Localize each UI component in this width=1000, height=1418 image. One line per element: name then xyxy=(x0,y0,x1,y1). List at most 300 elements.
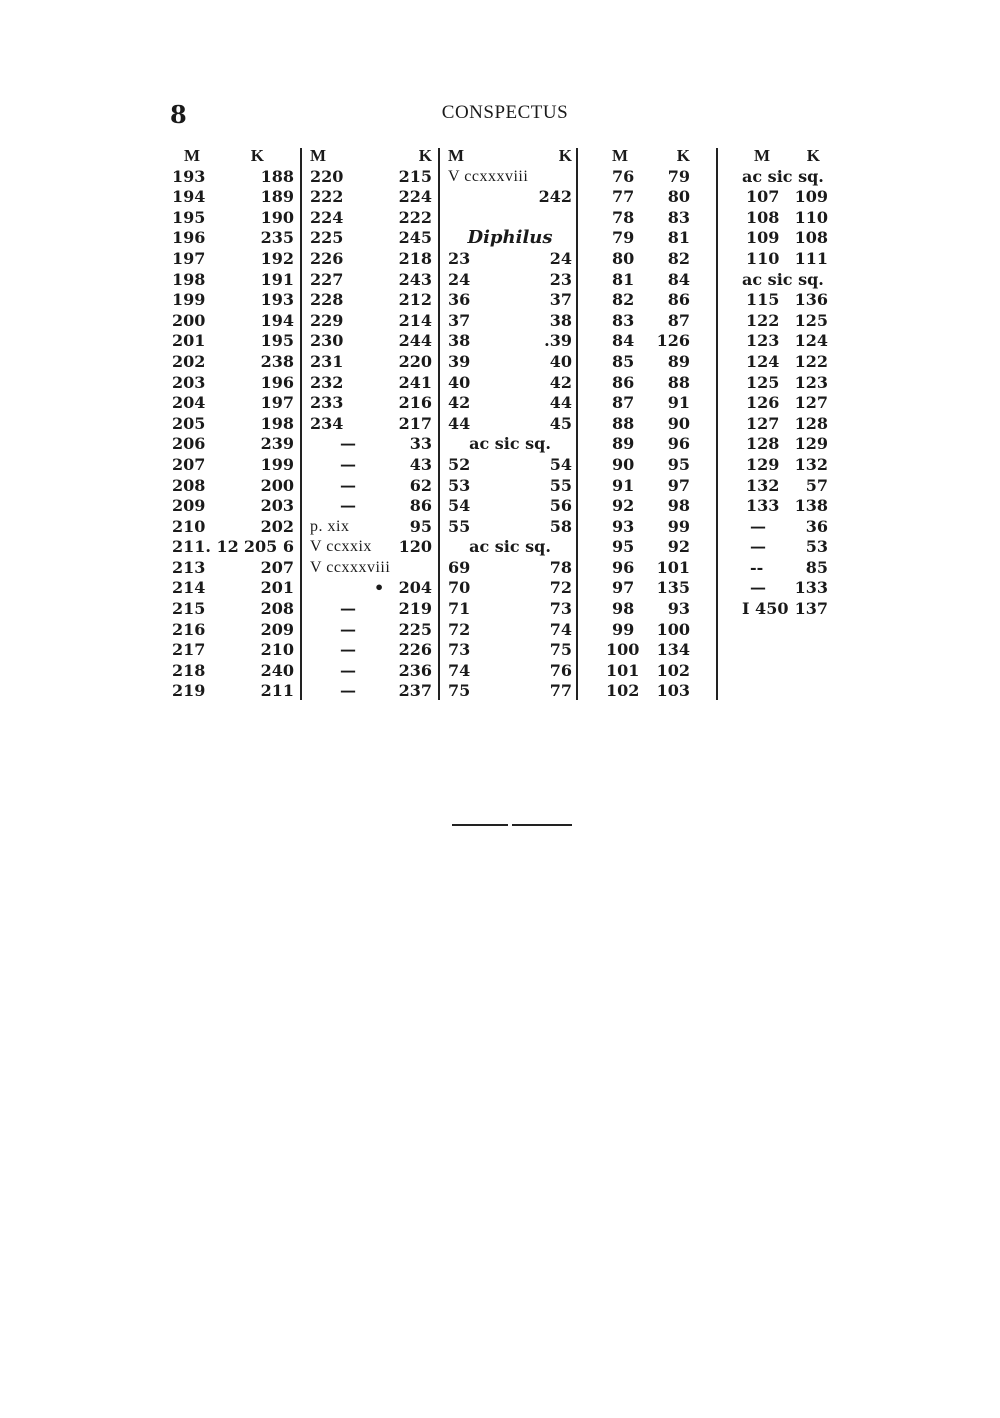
table-row xyxy=(448,228,572,249)
table-row xyxy=(742,414,828,435)
k-value: 86 xyxy=(667,290,690,310)
k-value: 82 xyxy=(667,248,690,268)
k-value: 110 xyxy=(794,207,828,227)
table-row xyxy=(310,270,432,291)
table-row xyxy=(172,352,294,373)
m-value: 53 xyxy=(448,475,471,495)
table-row xyxy=(310,434,432,455)
k-value: 77 xyxy=(549,681,572,701)
table-row xyxy=(310,228,432,249)
table-row xyxy=(172,476,294,497)
table-row xyxy=(448,661,572,682)
k-value: 89 xyxy=(667,351,690,371)
k-value: 120 xyxy=(398,537,432,557)
k-value: 242 xyxy=(538,187,572,207)
table-row xyxy=(310,373,432,394)
table-row xyxy=(310,537,432,558)
m-value: 220 xyxy=(310,166,344,186)
table-row xyxy=(310,393,432,414)
k-value: 85 xyxy=(805,557,828,577)
header-m: M xyxy=(754,146,771,165)
table-row xyxy=(172,681,294,702)
page-number: 8 xyxy=(170,100,187,129)
m-value: 230 xyxy=(310,331,344,351)
m-value: 126 xyxy=(746,393,780,413)
table-row xyxy=(448,331,572,352)
m-value: 214 xyxy=(172,578,206,598)
table-row xyxy=(172,578,294,599)
m-value: 83 xyxy=(612,310,635,330)
m-value: 95 xyxy=(612,537,635,557)
m-value: 211. 12 xyxy=(172,537,239,557)
table-row xyxy=(606,187,690,208)
k-value: 214 xyxy=(398,310,432,330)
table-row xyxy=(172,414,294,435)
m-value: 129 xyxy=(746,454,780,474)
table-row xyxy=(310,352,432,373)
m-value: — xyxy=(750,516,766,536)
k-value: 53 xyxy=(805,537,828,557)
table-row xyxy=(172,537,294,558)
k-value: 62 xyxy=(409,475,432,495)
k-value: 235 xyxy=(260,228,294,248)
k-value: 24 xyxy=(549,248,572,268)
m-value: 69 xyxy=(448,557,471,577)
m-value: — xyxy=(340,475,356,495)
m-value: — xyxy=(750,537,766,557)
table-row xyxy=(172,228,294,249)
table-row xyxy=(606,537,690,558)
m-value: 193 xyxy=(172,166,206,186)
k-value: 202 xyxy=(260,516,294,536)
table-row xyxy=(742,167,828,188)
m-value: — xyxy=(750,578,766,598)
k-value: 240 xyxy=(260,660,294,680)
note-ac-sic-sq: ac sic sq. xyxy=(742,269,824,289)
m-value: I 450 xyxy=(742,599,789,619)
k-value: 193 xyxy=(260,290,294,310)
m-value: 96 xyxy=(612,557,635,577)
m-value: 40 xyxy=(448,372,471,392)
table-row xyxy=(310,681,432,702)
column-header xyxy=(172,146,294,167)
m-value: 208 xyxy=(172,475,206,495)
m-value: 200 xyxy=(172,310,206,330)
k-value: 237 xyxy=(398,681,432,701)
k-value: 75 xyxy=(549,640,572,660)
header-m: M xyxy=(612,146,629,165)
table-row xyxy=(310,661,432,682)
table-row xyxy=(606,578,690,599)
k-value: 189 xyxy=(260,187,294,207)
m-value: 226 xyxy=(310,248,344,268)
table-row xyxy=(606,681,690,702)
table-row xyxy=(310,578,432,599)
k-value: 83 xyxy=(667,207,690,227)
k-value: 86 xyxy=(409,496,432,516)
k-value: 23 xyxy=(549,269,572,289)
m-value: 202 xyxy=(172,351,206,371)
k-value: 95 xyxy=(409,516,432,536)
table-row xyxy=(742,558,828,579)
m-value: 37 xyxy=(448,310,471,330)
k-value: 134 xyxy=(656,640,690,660)
k-value: 81 xyxy=(667,228,690,248)
table-row xyxy=(606,331,690,352)
table-row xyxy=(742,228,828,249)
m-value: 102 xyxy=(606,681,640,701)
k-value: 222 xyxy=(398,207,432,227)
k-value: 132 xyxy=(794,454,828,474)
table-row xyxy=(742,496,828,517)
table-row xyxy=(448,517,572,538)
table-row xyxy=(448,558,572,579)
table-row xyxy=(606,599,690,620)
table-row xyxy=(172,249,294,270)
m-value: 108 xyxy=(746,207,780,227)
k-value: 111 xyxy=(794,248,828,268)
k-value: 244 xyxy=(398,331,432,351)
m-value: 74 xyxy=(448,660,471,680)
k-value: 212 xyxy=(398,290,432,310)
column-rule xyxy=(438,148,440,700)
k-value: 216 xyxy=(398,393,432,413)
header-m: M xyxy=(310,146,327,165)
k-value: 191 xyxy=(260,269,294,289)
k-value: 204 xyxy=(398,578,432,598)
m-value: 127 xyxy=(746,413,780,433)
k-value: 40 xyxy=(549,351,572,371)
footer-divider xyxy=(512,824,572,826)
roman-reference: V ccxxix xyxy=(310,538,372,556)
table-row xyxy=(606,640,690,661)
table-row xyxy=(448,208,572,229)
k-value: 217 xyxy=(398,413,432,433)
k-value: 209 xyxy=(260,619,294,639)
note-ac-sic-sq: ac sic sq. xyxy=(742,166,824,186)
k-value: 125 xyxy=(794,310,828,330)
table-row xyxy=(742,290,828,311)
table-row xyxy=(172,496,294,517)
m-value: 97 xyxy=(612,578,635,598)
table-row xyxy=(172,270,294,291)
k-value: 211 xyxy=(260,681,294,701)
table-row xyxy=(310,167,432,188)
table-row xyxy=(172,517,294,538)
concordance-column-5 xyxy=(742,146,828,702)
k-value: 238 xyxy=(260,351,294,371)
k-value: 208 xyxy=(260,599,294,619)
table-row xyxy=(310,496,432,517)
m-value: 133 xyxy=(746,496,780,516)
m-value: 228 xyxy=(310,290,344,310)
m-value: — xyxy=(340,454,356,474)
table-row xyxy=(310,455,432,476)
m-value: 217 xyxy=(172,640,206,660)
m-value: 42 xyxy=(448,393,471,413)
m-value: 86 xyxy=(612,372,635,392)
table-row xyxy=(310,290,432,311)
table-row xyxy=(448,352,572,373)
m-value: 234 xyxy=(310,413,344,433)
column-header xyxy=(448,146,572,167)
k-value: 207 xyxy=(260,557,294,577)
m-value: 222 xyxy=(310,187,344,207)
m-value: 204 xyxy=(172,393,206,413)
k-value: 42 xyxy=(549,372,572,392)
table-row xyxy=(606,620,690,641)
table-row xyxy=(742,311,828,332)
m-value: 82 xyxy=(612,290,635,310)
k-value: 188 xyxy=(260,166,294,186)
m-value: 76 xyxy=(612,166,635,186)
table-row xyxy=(742,373,828,394)
table-row xyxy=(742,517,828,538)
table-row xyxy=(172,290,294,311)
m-value: 215 xyxy=(172,599,206,619)
k-value: 201 xyxy=(260,578,294,598)
m-value: 218 xyxy=(172,660,206,680)
k-value: 88 xyxy=(667,372,690,392)
k-value: 239 xyxy=(260,434,294,454)
m-value: 23 xyxy=(448,248,471,268)
footer-divider xyxy=(452,824,508,826)
m-value: 39 xyxy=(448,351,471,371)
m-value: 207 xyxy=(172,454,206,474)
m-value: -- xyxy=(750,557,764,577)
k-value: 45 xyxy=(549,413,572,433)
table-row xyxy=(448,290,572,311)
table-row xyxy=(606,414,690,435)
k-value: 90 xyxy=(667,413,690,433)
k-value: 195 xyxy=(260,331,294,351)
k-value: 225 xyxy=(398,619,432,639)
m-value: 197 xyxy=(172,248,206,268)
table-row xyxy=(172,187,294,208)
table-row xyxy=(606,434,690,455)
concordance-column-4 xyxy=(606,146,690,702)
column-rule xyxy=(576,148,578,700)
m-value: 107 xyxy=(746,187,780,207)
k-value: 57 xyxy=(805,475,828,495)
m-value: 123 xyxy=(746,331,780,351)
k-value: 197 xyxy=(260,393,294,413)
m-value: 54 xyxy=(448,496,471,516)
note-ac-sic-sq: ac sic sq. xyxy=(469,434,551,454)
k-value: 72 xyxy=(549,578,572,598)
column-header xyxy=(310,146,432,167)
k-value: 43 xyxy=(409,454,432,474)
k-value: 44 xyxy=(549,393,572,413)
m-value: 203 xyxy=(172,372,206,392)
m-value: — xyxy=(340,640,356,660)
m-value: 210 xyxy=(172,516,206,536)
m-value: 194 xyxy=(172,187,206,207)
m-value: • xyxy=(374,578,385,598)
table-row xyxy=(606,496,690,517)
m-value: 110 xyxy=(746,248,780,268)
k-value: 97 xyxy=(667,475,690,495)
m-value: 219 xyxy=(172,681,206,701)
m-value: 71 xyxy=(448,599,471,619)
table-row xyxy=(742,578,828,599)
m-value: 72 xyxy=(448,619,471,639)
k-value: 126 xyxy=(656,331,690,351)
k-value: 96 xyxy=(667,434,690,454)
m-value: — xyxy=(340,660,356,680)
table-row xyxy=(310,311,432,332)
m-value: 93 xyxy=(612,516,635,536)
k-value: 73 xyxy=(549,599,572,619)
table-row xyxy=(448,496,572,517)
table-row xyxy=(742,270,828,291)
table-row xyxy=(606,249,690,270)
m-value: 101 xyxy=(606,660,640,680)
k-value: 37 xyxy=(549,290,572,310)
table-row xyxy=(310,187,432,208)
m-value: 24 xyxy=(448,269,471,289)
m-value: 132 xyxy=(746,475,780,495)
k-value: .39 xyxy=(544,331,572,351)
m-value: 122 xyxy=(746,310,780,330)
k-value: 84 xyxy=(667,269,690,289)
table-row xyxy=(172,661,294,682)
k-value: 129 xyxy=(794,434,828,454)
m-value: 77 xyxy=(612,187,635,207)
m-value: 55 xyxy=(448,516,471,536)
m-value: 88 xyxy=(612,413,635,433)
k-value: 199 xyxy=(260,454,294,474)
k-value: 99 xyxy=(667,516,690,536)
table-row xyxy=(448,393,572,414)
m-value: 70 xyxy=(448,578,471,598)
m-value: 232 xyxy=(310,372,344,392)
header-m: M xyxy=(184,146,201,165)
table-row xyxy=(310,558,432,579)
m-value: 128 xyxy=(746,434,780,454)
k-value: 38 xyxy=(549,310,572,330)
table-row xyxy=(310,620,432,641)
table-row xyxy=(606,290,690,311)
k-value: 224 xyxy=(398,187,432,207)
table-row xyxy=(742,249,828,270)
m-value: 73 xyxy=(448,640,471,660)
column-rule xyxy=(300,148,302,700)
m-value: 90 xyxy=(612,454,635,474)
m-value: 36 xyxy=(448,290,471,310)
table-row xyxy=(310,331,432,352)
m-value: 99 xyxy=(612,619,635,639)
table-row xyxy=(448,620,572,641)
k-value: 36 xyxy=(805,516,828,536)
k-value: 101 xyxy=(656,557,690,577)
k-value: 109 xyxy=(794,187,828,207)
k-value: 138 xyxy=(794,496,828,516)
k-value: 55 xyxy=(549,475,572,495)
table-row xyxy=(310,640,432,661)
m-value: 196 xyxy=(172,228,206,248)
k-value: 218 xyxy=(398,248,432,268)
k-value: 58 xyxy=(549,516,572,536)
table-row xyxy=(310,414,432,435)
m-value: — xyxy=(340,496,356,516)
k-value: 74 xyxy=(549,619,572,639)
table-row xyxy=(606,476,690,497)
m-value: 225 xyxy=(310,228,344,248)
k-value: 245 xyxy=(398,228,432,248)
k-value: 128 xyxy=(794,413,828,433)
m-value: 227 xyxy=(310,269,344,289)
table-row xyxy=(742,434,828,455)
roman-reference: V ccxxxviii xyxy=(448,167,529,185)
k-value: 226 xyxy=(398,640,432,660)
table-row xyxy=(606,311,690,332)
table-row xyxy=(448,681,572,702)
m-value: 79 xyxy=(612,228,635,248)
column-header xyxy=(742,146,828,167)
table-row xyxy=(448,455,572,476)
k-value: 91 xyxy=(667,393,690,413)
table-row xyxy=(448,537,572,558)
k-value: 56 xyxy=(549,496,572,516)
table-row xyxy=(448,167,572,188)
table-row xyxy=(742,599,828,620)
header-m: M xyxy=(448,146,465,165)
m-value: 213 xyxy=(172,557,206,577)
k-value: 215 xyxy=(398,166,432,186)
table-row xyxy=(172,208,294,229)
m-value: 87 xyxy=(612,393,635,413)
table-row xyxy=(606,661,690,682)
k-value: 220 xyxy=(398,351,432,371)
k-value: 196 xyxy=(260,372,294,392)
m-value: 216 xyxy=(172,619,206,639)
table-row xyxy=(448,476,572,497)
table-row xyxy=(448,373,572,394)
table-row xyxy=(606,558,690,579)
k-value: 54 xyxy=(549,454,572,474)
k-value: 135 xyxy=(656,578,690,598)
m-value: 84 xyxy=(612,331,635,351)
m-value: 195 xyxy=(172,207,206,227)
table-row xyxy=(742,352,828,373)
m-value: — xyxy=(340,599,356,619)
m-value: 201 xyxy=(172,331,206,351)
k-value: 210 xyxy=(260,640,294,660)
k-value: 92 xyxy=(667,537,690,557)
k-value: 205 6 xyxy=(243,537,294,557)
table-row xyxy=(172,640,294,661)
table-row xyxy=(606,270,690,291)
table-row xyxy=(448,599,572,620)
table-row xyxy=(742,455,828,476)
column-header xyxy=(606,146,690,167)
k-value: 33 xyxy=(409,434,432,454)
header-k: K xyxy=(676,146,690,165)
m-value: 115 xyxy=(746,290,780,310)
roman-reference: V ccxxxviii xyxy=(310,558,391,576)
m-value: 205 xyxy=(172,413,206,433)
k-value: 76 xyxy=(549,660,572,680)
table-row xyxy=(172,331,294,352)
m-value: 100 xyxy=(606,640,640,660)
table-row xyxy=(448,640,572,661)
m-value: 224 xyxy=(310,207,344,227)
k-value: 95 xyxy=(667,454,690,474)
k-value: 136 xyxy=(794,290,828,310)
k-value: 137 xyxy=(794,599,828,619)
k-value: 194 xyxy=(260,310,294,330)
